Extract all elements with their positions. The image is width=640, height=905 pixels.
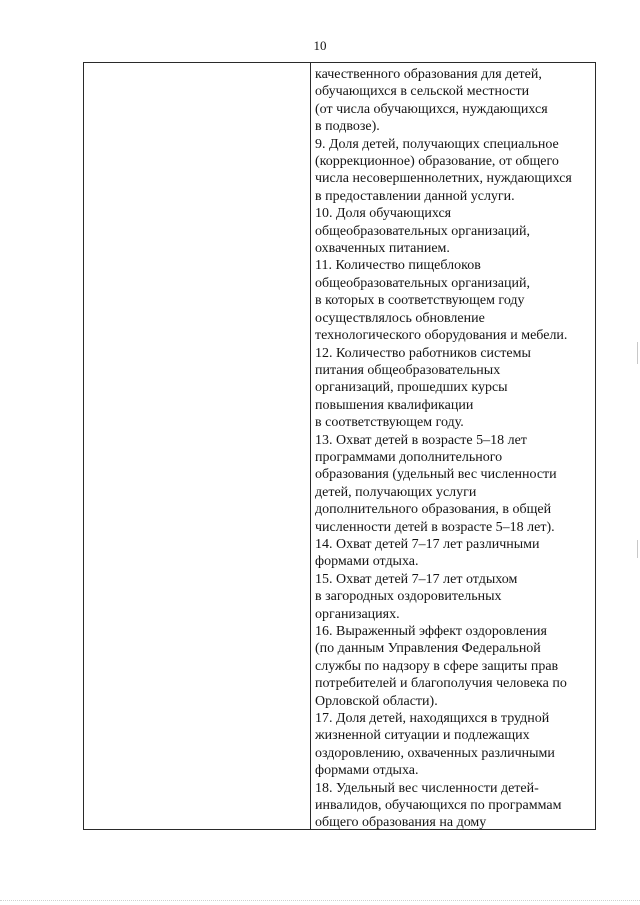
table-text-line: (по данным Управления Федеральной [315, 641, 541, 657]
table-text-line: общеобразовательных организаций, [315, 275, 530, 291]
table-text-line: службы по надзору в сфере защиты прав [315, 658, 559, 674]
table-text-line: детей, получающих услуги [315, 484, 477, 500]
table-text-line: 18. Удельный вес численности детей- [315, 780, 539, 796]
table-text-line: в которых в соответствующем году [315, 293, 525, 309]
table-text-line: питания общеобразовательных [315, 362, 501, 378]
table-text-line: дополнительного образования, в общей [315, 502, 552, 518]
table-text-line: жизненной ситуации и подлежащих [315, 728, 530, 744]
table-text-line: повышения квалификации [315, 397, 474, 413]
table-text-line: общеобразовательных организаций, [315, 223, 530, 239]
table-text-line: Орловской области). [315, 693, 438, 709]
table-text-line: в подвозе). [315, 119, 380, 135]
table-text-line: 16. Выраженный эффект оздоровления [315, 624, 547, 639]
table-text-line: обучающихся в сельской местности [315, 84, 530, 100]
table-text-line: программами дополнительного [315, 449, 503, 465]
table-text-line: 11. Количество пищеблоков [315, 258, 481, 274]
table-right-cell [315, 66, 593, 832]
table-text-line: в предоставлении данной услуги. [315, 188, 515, 204]
table-text-line: 10. Доля обучающихся [315, 206, 452, 222]
table-text-line: численности детей в возрасте 5–18 лет). [315, 519, 555, 535]
column-divider [310, 63, 311, 829]
table-text-line: 12. Количество работников системы [315, 345, 531, 361]
table-text-line: технологического оборудования и мебели. [315, 328, 568, 344]
table-text-line: в соответствующем году. [315, 415, 464, 431]
table-text-line: инвалидов, обучающихся по программам [315, 798, 562, 814]
table-text-line: общего образования на дому [315, 815, 487, 831]
table-text-line: потребителей и благополучия человека по [315, 676, 567, 692]
table-text-line: 14. Охват детей 7–17 лет различными [315, 536, 540, 552]
table-text-line: (от числа обучающихся, нуждающихся [315, 101, 548, 117]
table-text-line: качественного образования для детей, [315, 67, 542, 82]
table-text-line: 17. Доля детей, находящихся в трудной [315, 711, 550, 727]
page-number: 10 [313, 38, 327, 53]
table-text-line: 13. Охват детей в возрасте 5–18 лет [315, 432, 527, 448]
table-text-line: формами отдыха. [315, 763, 419, 779]
scan-artifact-mark [637, 540, 638, 558]
table-text-line: оздоровлению, охваченных различными [315, 745, 555, 761]
table-text-line: организаций, прошедших курсы [315, 380, 508, 396]
table-text-line: числа несовершеннолетних, нуждающихся [315, 171, 572, 187]
table-text-line: (коррекционное) образование, от общего [315, 154, 559, 170]
table-text-line: в загородных оздоровительных [315, 589, 502, 605]
scan-artifact-mark [637, 342, 638, 364]
scan-bottom-edge [0, 900, 640, 903]
table-left-cell [84, 63, 310, 829]
indicators-table [83, 62, 596, 830]
table-text-line: 9. Доля детей, получающих специальное [315, 136, 559, 152]
table-text-line: образования (удельный вес численности [315, 467, 557, 483]
table-text-line: осуществлялось обновление [315, 310, 485, 326]
table-text-line: организациях. [315, 606, 400, 622]
table-text-line: формами отдыха. [315, 554, 419, 570]
table-text-line: охваченных питанием. [315, 241, 450, 257]
table-text-line: 15. Охват детей 7–17 лет отдыхом [315, 571, 518, 587]
